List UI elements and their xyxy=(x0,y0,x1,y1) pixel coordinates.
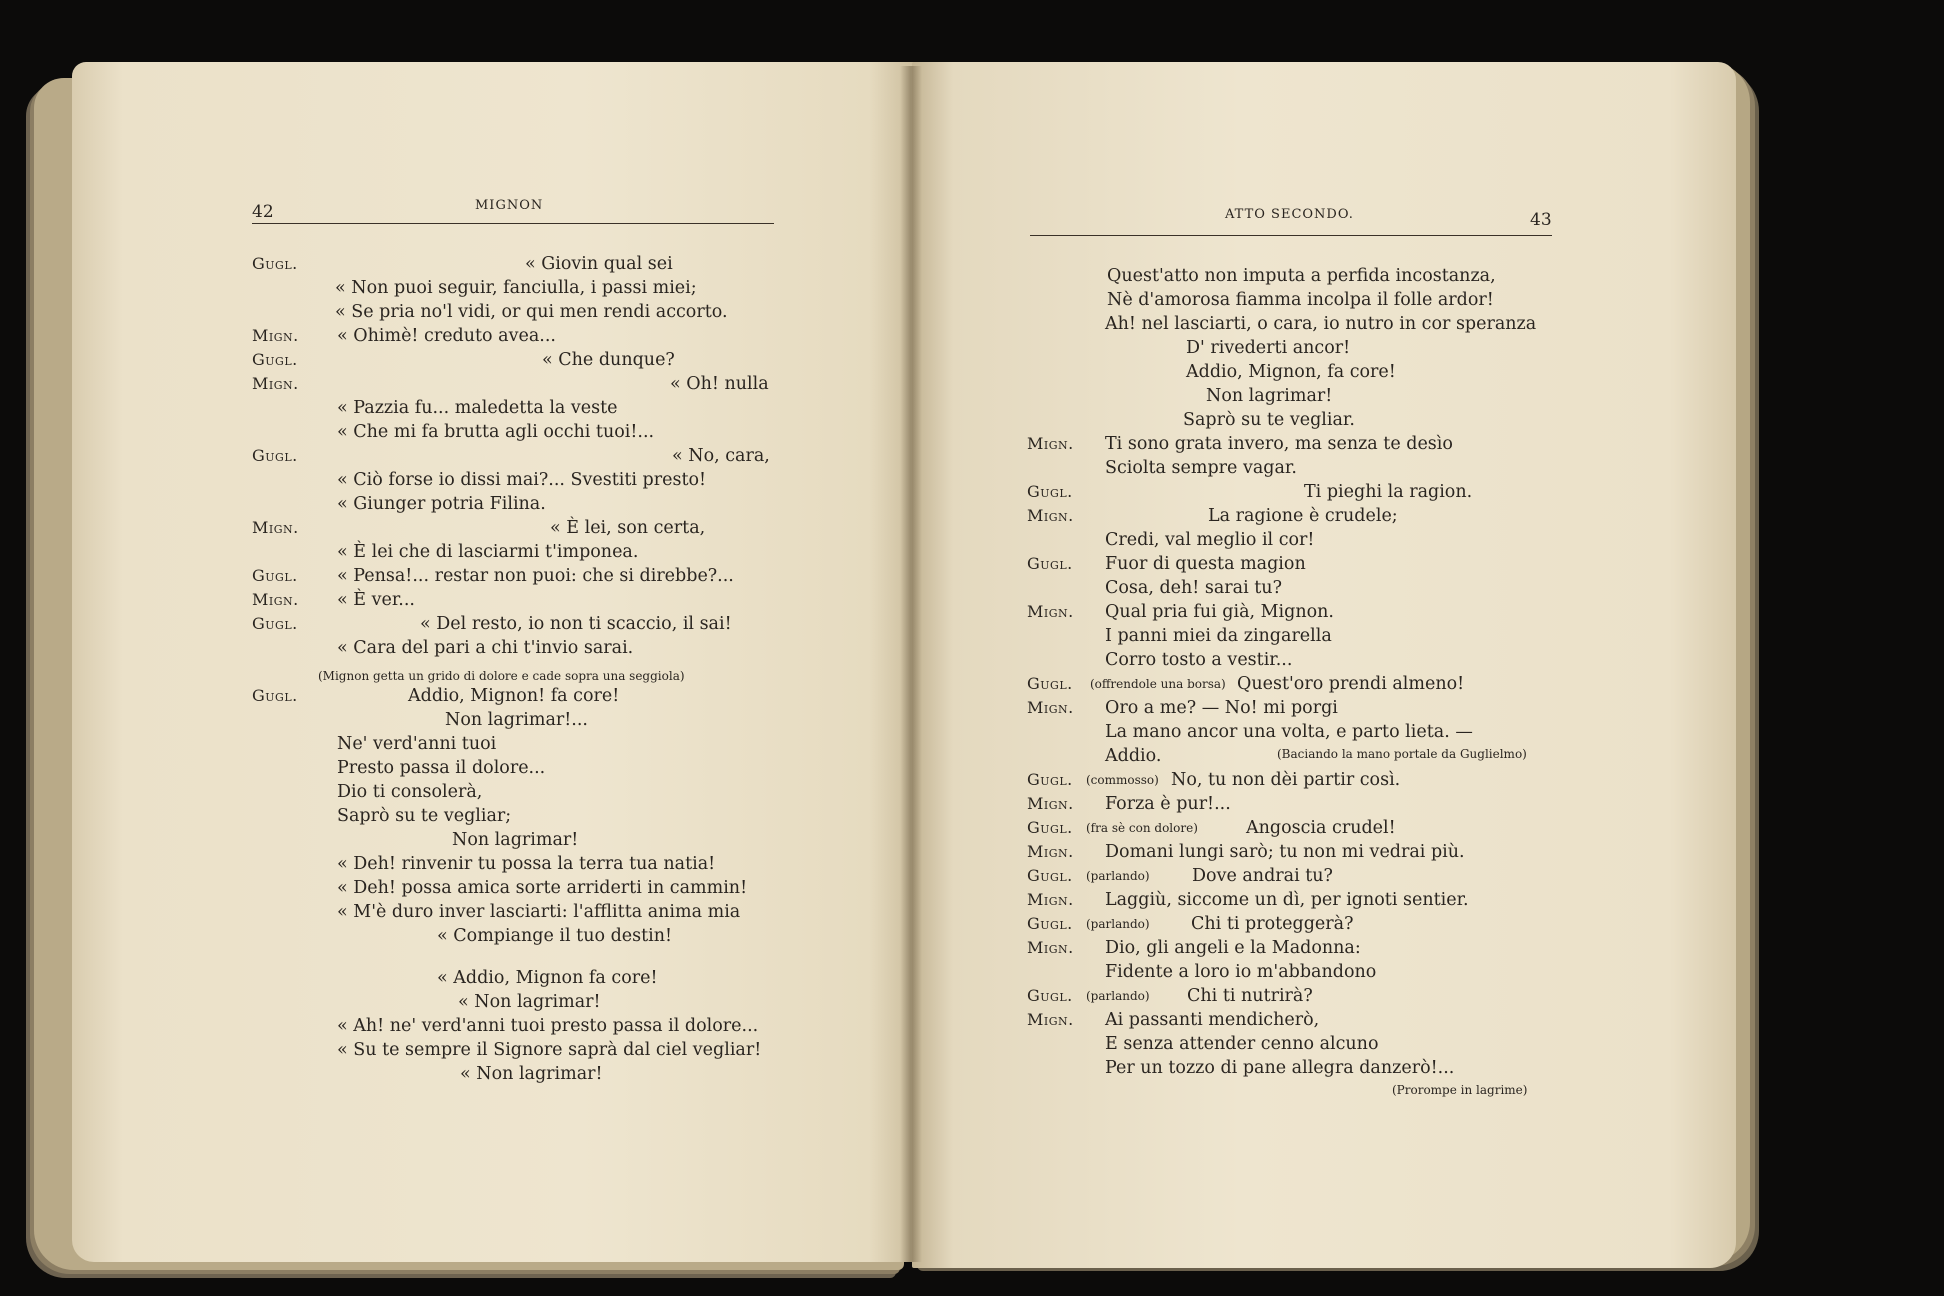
verse-line: « È ver... xyxy=(337,590,415,610)
speaker-label: Mign. xyxy=(252,590,299,609)
verse-line: Angoscia crudel! xyxy=(1246,818,1396,838)
stage-direction: (Mignon getta un grido di dolore e cade sopra una seggiola) xyxy=(318,669,685,683)
verse-line: Saprò su te vegliar. xyxy=(1183,410,1355,430)
left-page-number: 42 xyxy=(252,202,274,222)
verse-line: Ah! nel lasciarti, o cara, io nutro in cor speranza xyxy=(1105,314,1537,334)
speaker-label: Gugl. xyxy=(1027,674,1073,693)
verse-line: Non lagrimar! xyxy=(452,830,579,850)
speaker-label: Mign. xyxy=(252,518,299,537)
verse-line: Addio, Mignon, fa core! xyxy=(1186,362,1396,382)
verse-line: « Ah! ne' verd'anni tuoi presto passa il dolore... xyxy=(337,1016,759,1036)
verse-line: Chi ti proteggerà? xyxy=(1191,914,1354,934)
stage-direction: (commosso) xyxy=(1086,773,1159,787)
speaker-label: Gugl. xyxy=(1027,866,1073,885)
verse-line: No, tu non dèi partir così. xyxy=(1171,770,1401,790)
stage-direction-end: (Prorompe in lagrime) xyxy=(1392,1083,1528,1097)
verse-line: Dio ti consolerà, xyxy=(337,782,483,802)
left-running-head: MIGNON xyxy=(475,198,544,213)
stage-direction: (parlando) xyxy=(1086,869,1150,883)
verse-line: « M'è duro inver lasciarti: l'afflitta anima mia xyxy=(337,902,741,922)
speaker-label: Gugl. xyxy=(1027,554,1073,573)
verse-line: Ai passanti mendicherò, xyxy=(1105,1010,1320,1030)
speaker-label: Mign. xyxy=(1027,842,1074,861)
right-page-number: 43 xyxy=(1530,210,1552,230)
verse-line: Saprò su te vegliar; xyxy=(337,806,512,826)
verse-line: « Ciò forse io dissi mai?... Svestiti presto! xyxy=(337,470,707,490)
speaker-label: Mign. xyxy=(252,326,299,345)
speaker-label: Gugl. xyxy=(1027,986,1073,1005)
verse-line: « Addio, Mignon fa core! xyxy=(437,968,658,988)
verse-line: « Deh! possa amica sorte arriderti in cammin! xyxy=(337,878,748,898)
verse-line: « Se pria no'l vidi, or qui men rendi accorto. xyxy=(335,302,728,322)
speaker-label: Gugl. xyxy=(252,446,298,465)
verse-line: D' rivederti ancor! xyxy=(1186,338,1351,358)
speaker-label: Gugl. xyxy=(1027,818,1073,837)
verse-line: Fuor di questa magion xyxy=(1105,554,1306,574)
verse-line: « Non lagrimar! xyxy=(458,992,601,1012)
right-page xyxy=(912,62,1736,1268)
verse-line: Ti sono grata invero, ma senza te desìo xyxy=(1105,434,1453,454)
speaker-label: Mign. xyxy=(1027,698,1074,717)
verse-line: « Giunger potria Filina. xyxy=(337,494,546,514)
speaker-label: Gugl. xyxy=(1027,914,1073,933)
verse-line: « Pazzia fu... maledetta la veste xyxy=(337,398,618,418)
verse-line: Quest'atto non imputa a perfida incostanza, xyxy=(1107,266,1496,286)
verse-line: E senza attender cenno alcuno xyxy=(1105,1034,1379,1054)
speaker-label: Mign. xyxy=(1027,434,1074,453)
speaker-label: Mign. xyxy=(1027,602,1074,621)
verse-line: « Cara del pari a chi t'invio sarai. xyxy=(337,638,634,658)
stage-direction: (parlando) xyxy=(1086,917,1150,931)
stage-direction: (parlando) xyxy=(1086,989,1150,1003)
verse-line: Laggiù, siccome un dì, per ignoti sentier. xyxy=(1105,890,1469,910)
verse-line: Oro a me? — No! mi porgi xyxy=(1105,698,1338,718)
verse-line: « È lei che di lasciarmi t'imponea. xyxy=(337,542,639,562)
verse-line: Addio, Mignon! fa core! xyxy=(408,686,620,706)
verse-line: Dove andrai tu? xyxy=(1192,866,1333,886)
right-running-head: ATTO SECONDO. xyxy=(1225,207,1354,222)
stage-direction: (offrendole una borsa) xyxy=(1090,677,1226,691)
verse-line: Forza è pur!... xyxy=(1105,794,1231,814)
speaker-label: Mign. xyxy=(1027,794,1074,813)
verse-line: Qual pria fui già, Mignon. xyxy=(1105,602,1334,622)
verse-line: Non lagrimar! xyxy=(1206,386,1333,406)
verse-line: Domani lungi sarò; tu non mi vedrai più. xyxy=(1105,842,1465,862)
verse-line: « Che mi fa brutta agli occhi tuoi!... xyxy=(337,422,655,442)
speaker-label: Gugl. xyxy=(252,686,298,705)
verse-line: Quest'oro prendi almeno! xyxy=(1237,674,1465,694)
verse-line: « Non lagrimar! xyxy=(460,1064,603,1084)
verse-line: Chi ti nutrirà? xyxy=(1187,986,1313,1006)
verse-line: « Che dunque? xyxy=(542,350,675,370)
verse-line: « Compiange il tuo destin! xyxy=(437,926,673,946)
verse-line: « Su te sempre il Signore saprà dal ciel vegliar! xyxy=(337,1040,762,1060)
verse-line: I panni miei da zingarella xyxy=(1105,626,1332,646)
verse-line: Dio, gli angeli e la Madonna: xyxy=(1105,938,1361,958)
right-header-rule xyxy=(1030,235,1552,236)
speaker-label: Gugl. xyxy=(1027,482,1073,501)
verse-line: Fidente a loro io m'abbandono xyxy=(1105,962,1377,982)
speaker-label: Gugl. xyxy=(252,566,298,585)
verse-line: Sciolta sempre vagar. xyxy=(1105,458,1297,478)
verse-line: La mano ancor una volta, e parto lieta. — xyxy=(1105,722,1473,742)
stage-direction-addio: (Baciando la mano portale da Guglielmo) xyxy=(1277,747,1527,761)
verse-line: « Pensa!... restar non puoi: che si direbbe?... xyxy=(337,566,734,586)
verse-line: « Non puoi seguir, fanciulla, i passi miei; xyxy=(335,278,697,298)
speaker-label: Gugl. xyxy=(252,350,298,369)
verse-line: Ti pieghi la ragion. xyxy=(1304,482,1473,502)
verse-line: « No, cara, xyxy=(672,446,770,466)
verse-line: « Del resto, io non ti scaccio, il sai! xyxy=(420,614,732,634)
verse-line: Per un tozzo di pane allegra danzerò!... xyxy=(1105,1058,1455,1078)
stage-direction: (fra sè con dolore) xyxy=(1086,821,1198,835)
verse-line: Presto passa il dolore... xyxy=(337,758,546,778)
verse-line: « Oh! nulla xyxy=(670,374,769,394)
verse-line: La ragione è crudele; xyxy=(1208,506,1398,526)
verse-line: « È lei, son certa, xyxy=(550,518,706,538)
left-header-rule xyxy=(252,223,774,224)
verse-line: Addio. xyxy=(1105,746,1162,766)
verse-line: « Giovin qual sei xyxy=(525,254,673,274)
speaker-label: Mign. xyxy=(1027,890,1074,909)
verse-line: Ne' verd'anni tuoi xyxy=(337,734,497,754)
speaker-label: Mign. xyxy=(1027,938,1074,957)
speaker-label: Mign. xyxy=(252,374,299,393)
verse-line: Non lagrimar!... xyxy=(445,710,588,730)
verse-line: Nè d'amorosa fiamma incolpa il folle ardor! xyxy=(1107,290,1494,310)
speaker-label: Mign. xyxy=(1027,506,1074,525)
speaker-label: Mign. xyxy=(1027,1010,1074,1029)
verse-line: Corro tosto a vestir... xyxy=(1105,650,1293,670)
speaker-label: Gugl. xyxy=(1027,770,1073,789)
speaker-label: Gugl. xyxy=(252,614,298,633)
verse-line: Credi, val meglio il cor! xyxy=(1105,530,1315,550)
verse-line: « Deh! rinvenir tu possa la terra tua natia! xyxy=(337,854,716,874)
verse-line: « Ohimè! creduto avea... xyxy=(337,326,556,346)
speaker-label: Gugl. xyxy=(252,254,298,273)
verse-line: Cosa, deh! sarai tu? xyxy=(1105,578,1282,598)
book-gutter xyxy=(900,66,922,1262)
